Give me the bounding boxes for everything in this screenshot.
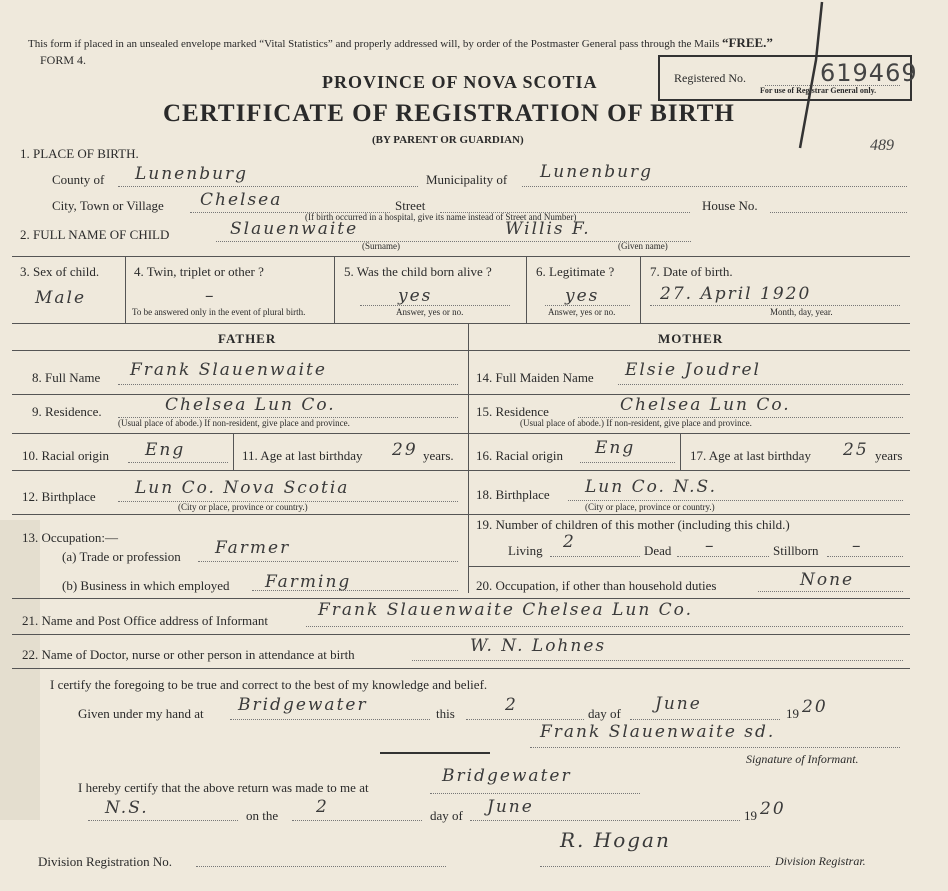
province-title: PROVINCE OF NOVA SCOTIA: [322, 72, 598, 92]
mother-residence-value: Chelsea Lun Co.: [620, 395, 791, 415]
child-surname-value: Slauenwaite: [230, 219, 359, 239]
father-trade-label: (a) Trade or profession: [62, 549, 181, 564]
mother-birthplace-note: (City or place, province or country.): [585, 502, 715, 512]
return-month-value: June: [487, 797, 534, 817]
mother-birthplace-value: Lun Co. N.S.: [585, 477, 717, 497]
date-of-birth-label: 7. Date of birth.: [650, 264, 733, 279]
margin-number: 489: [870, 137, 894, 154]
mother-residence-label: 15. Residence: [476, 404, 549, 419]
living-value: 2: [563, 532, 576, 552]
father-racial-label: 10. Racial origin: [22, 448, 110, 463]
city-value: Chelsea: [200, 190, 283, 210]
father-occupation-label: 13. Occupation:—: [22, 530, 119, 545]
division-registration-no-label: Division Registration No.: [38, 854, 172, 869]
mother-heading: MOTHER: [658, 331, 724, 346]
given-day-value: 2: [505, 695, 518, 715]
return-certify-label: I hereby certify that the above return was made to me at: [78, 780, 369, 795]
child-given-name-value: Willis F.: [505, 219, 591, 239]
mother-name-label: 14. Full Maiden Name: [476, 370, 594, 385]
father-business-value: Farming: [265, 572, 352, 592]
registered-label: Registered No.: [674, 71, 746, 85]
mother-occupation-label: 20. Occupation, if other than household duties: [476, 578, 717, 593]
alive-note: Answer, yes or no.: [396, 307, 464, 317]
informant-value: Frank Slauenwaite Chelsea Lun Co.: [318, 600, 694, 620]
house-number-label: House No.: [702, 198, 758, 213]
mother-residence-note: (Usual place of abode.) If non-resident, give place and province.: [520, 418, 752, 428]
father-residence-label: 9. Residence.: [32, 404, 102, 419]
mother-occupation-value: None: [800, 570, 855, 590]
date-of-birth-value: 27. April 1920: [660, 284, 812, 304]
this-label: this: [436, 706, 455, 721]
father-residence-note: (Usual place of abode.) If non-resident, give place and province.: [118, 418, 350, 428]
on-the-label: on the: [246, 808, 279, 823]
county-value: Lunenburg: [135, 164, 249, 184]
father-age-years: years.: [423, 448, 454, 463]
child-name-label: 2. FULL NAME OF CHILD: [20, 227, 170, 242]
hospital-note: (If birth occurred in a hospital, give its name instead of Street and Number): [305, 212, 577, 222]
stillborn-value: –: [852, 536, 863, 556]
certificate-title: CERTIFICATE OF REGISTRATION OF BIRTH: [163, 100, 735, 127]
given-day-of-label: day of: [588, 706, 621, 721]
return-year-value: 20: [760, 799, 786, 819]
street-label: Street: [395, 198, 426, 213]
registered-number: 619469: [820, 59, 918, 87]
doctor-label: 22. Name of Doctor, nurse or other person in attendance at birth: [22, 647, 355, 662]
alive-label: 5. Was the child born alive ?: [344, 264, 492, 279]
return-day-value: 2: [316, 797, 329, 817]
municipality-label: Municipality of: [426, 172, 508, 187]
informant-label: 21. Name and Post Office address of Informant: [22, 613, 268, 628]
date-of-birth-note: Month, day, year.: [770, 307, 833, 317]
father-birthplace-note: (City or place, province or country.): [178, 502, 308, 512]
paper-stain: [0, 520, 40, 820]
form-number: FORM 4.: [40, 53, 87, 67]
given-year-prefix: 19: [786, 706, 799, 721]
given-place-value: Bridgewater: [238, 695, 368, 715]
given-month-value: June: [655, 694, 702, 714]
sex-label: 3. Sex of child.: [20, 264, 100, 279]
given-year-value: 20: [802, 697, 828, 717]
surname-caption: (Surname): [362, 241, 400, 251]
alive-value: yes: [398, 286, 433, 306]
pen-stroke-mark: [790, 0, 830, 150]
mother-children-label: 19. Number of children of this mother (including this child.): [476, 517, 790, 532]
return-place-value: Bridgewater: [442, 766, 572, 786]
dead-label: Dead: [644, 543, 672, 558]
given-under-hand-label: Given under my hand at: [78, 706, 204, 721]
mail-notice-text: This form if placed in an unsealed envelope marked “Vital Statistics” and properly addressed will, by order of the Postmaster General pass through the Mails: [28, 38, 720, 50]
living-label: Living: [508, 543, 543, 558]
certify-statement: I certify the foregoing to be true and correct to the best of my knowledge and belief.: [50, 677, 488, 692]
county-label: County of: [52, 172, 105, 187]
given-name-caption: (Given name): [618, 241, 668, 251]
legitimate-label: 6. Legitimate ?: [536, 264, 615, 279]
father-birthplace-label: 12. Birthplace: [22, 489, 96, 504]
father-racial-value: Eng: [145, 440, 186, 460]
return-day-of-label: day of: [430, 808, 463, 823]
return-year-prefix: 19: [744, 808, 757, 823]
stillborn-label: Stillborn: [773, 543, 819, 558]
father-heading: FATHER: [218, 331, 277, 346]
mother-birthplace-label: 18. Birthplace: [476, 487, 550, 502]
signature-of-informant-caption: Signature of Informant.: [746, 752, 859, 766]
dead-value: –: [705, 536, 716, 556]
twin-label: 4. Twin, triplet or other ?: [134, 264, 264, 279]
mother-age-label: 17. Age at last birthday: [690, 448, 811, 463]
twin-value: –: [205, 286, 216, 306]
mother-age-years: years: [875, 448, 903, 463]
father-age-value: 29: [392, 440, 418, 460]
registrar-only-note: For use of Registrar General only.: [760, 86, 877, 95]
legitimate-note: Answer, yes or no.: [548, 307, 616, 317]
mother-racial-value: Eng: [595, 438, 636, 458]
father-name-value: Frank Slauenwaite: [130, 360, 327, 380]
sex-value: Male: [35, 288, 87, 308]
place-of-birth-label: 1. PLACE OF BIRTH.: [20, 146, 139, 161]
certificate-subtitle: (BY PARENT OR GUARDIAN): [372, 134, 524, 146]
municipality-value: Lunenburg: [540, 162, 654, 182]
twin-note: To be answered only in the event of plural birth.: [132, 307, 306, 317]
father-business-label: (b) Business in which employed: [62, 578, 230, 593]
division-registrar-caption: Division Registrar.: [775, 854, 866, 868]
informant-signature: Frank Slauenwaite sd.: [540, 722, 776, 742]
mail-free-text: “FREE.”: [721, 35, 773, 50]
father-residence-value: Chelsea Lun Co.: [165, 395, 336, 415]
father-age-label: 11. Age at last birthday: [242, 448, 363, 463]
mail-notice: [28, 35, 773, 51]
mother-name-value: Elsie Joudrel: [625, 360, 761, 380]
doctor-value: W. N. Lohnes: [470, 636, 607, 656]
legitimate-value: yes: [565, 286, 600, 306]
registration-box: [658, 55, 918, 101]
father-birthplace-value: Lun Co. Nova Scotia: [135, 478, 350, 498]
return-no-value: N.S.: [105, 798, 149, 818]
city-label: City, Town or Village: [52, 198, 164, 213]
mother-age-value: 25: [843, 440, 869, 460]
mother-racial-label: 16. Racial origin: [476, 448, 564, 463]
father-name-label: 8. Full Name: [32, 370, 101, 385]
registrar-signature: R. Hogan: [560, 828, 671, 852]
father-trade-value: Farmer: [215, 538, 291, 558]
